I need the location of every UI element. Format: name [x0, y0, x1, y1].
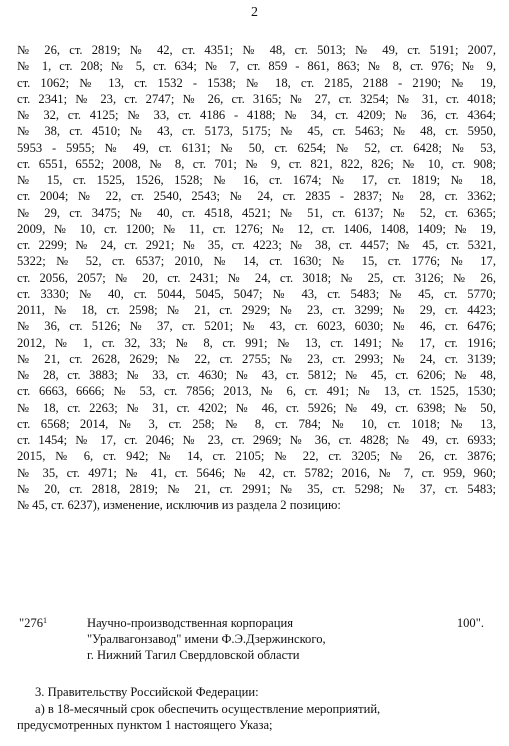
entry-value: 100". — [456, 616, 484, 630]
page-number: 2 — [251, 5, 258, 20]
body-line: ст. 1454; № 17, ст. 2046; № 23, ст. 2969; № 36, ст. 4828; № 49, ст. 6933; — [17, 433, 496, 447]
body-line: ст. 2341; № 23, ст. 2747; № 26, ст. 3165; № 27, ст. 3254; № 31, ст. 4018; — [17, 91, 496, 106]
body-line: ст. 6551, 6552; 2008, № 8, ст. 701; № 9, ст. 821, 822, 826; № 10, ст. 908; — [17, 156, 496, 171]
body-line: ст. 2056, 2057; № 20, ст. 2431; № 24, ст. 3018; № 25, ст. 3126; № 26, — [17, 270, 496, 285]
entry-name-line: г. Нижний Тагил Свердловской области — [87, 648, 300, 662]
entry-number-superscript: 1 — [43, 616, 48, 625]
body-line: 2015, № 6, ст. 942; № 14, ст. 2105; № 22, ст. 3205; № 26, ст. 3876; — [17, 449, 496, 464]
body-line: ст. 2004; № 22, ст. 2540, 2543; № 24, ст. 2835 - 2837; № 28, ст. 3362; — [17, 189, 496, 204]
document-body-text — [17, 42, 496, 513]
section-3-heading: 3. Правительству Российской Федерации: — [35, 685, 259, 699]
body-line: № 18, ст. 2263; № 31, ст. 4202; № 46, ст. 5926; № 49, ст. 6398; № 50, — [17, 400, 496, 415]
body-line: 5322; № 52, ст. 6537; 2010, № 14, ст. 1630; № 15, ст. 1776; № 17, — [17, 254, 496, 269]
body-line: 2012, № 1, ст. 32, 33; № 8, ст. 991; № 13, ст. 1491; № 17, ст. 1916; — [17, 335, 496, 350]
body-line: № 38, ст. 4510; № 43, ст. 5173, 5175; № 45, ст. 5463; № 48, ст. 5950, — [17, 124, 496, 139]
body-line: ст. 6663, 6666; № 53, ст. 7856; 2013, № 6, ст. 491; № 13, ст. 1525, 1530; — [17, 384, 496, 399]
entry-number-text: "276 — [19, 616, 44, 630]
entry-number — [19, 615, 47, 631]
body-line: ст. 3330; № 40, ст. 5044, 5045, 5047; № 43, ст. 5483; № 45, ст. 5770; — [17, 286, 496, 301]
body-line: № 35, ст. 4971; № 41, ст. 5646; № 42, ст. 5782; 2016, № 7, ст. 959, 960; — [17, 465, 496, 480]
body-line: 5953 - 5955; № 49, ст. 6131; № 50, ст. 6254; № 52, ст. 6428; № 53, — [17, 140, 496, 155]
body-line: № 20, ст. 2818, 2819; № 21, ст. 2991; № 35, ст. 5298; № 37, ст. 5483; — [17, 481, 496, 496]
body-line: № 1, ст. 208; № 5, ст. 634; № 7, ст. 859 - 861, 863; № 8, ст. 976; № 9, — [17, 59, 496, 74]
body-line: 2011, № 18, ст. 2598; № 21, ст. 2929; № 23, ст. 3299; № 29, ст. 4423; — [17, 303, 496, 317]
body-line: № 29, ст. 3475; № 40, ст. 4518, 4521; № 51, ст. 6137; № 52, ст. 6365; — [17, 205, 496, 220]
body-line: 2009, № 10, ст. 1200; № 11, ст. 1276; № 12, ст. 1406, 1408, 1409; № 19, — [17, 221, 496, 236]
body-line: № 26, ст. 2819; № 42, ст. 4351; № 48, ст. 5013; № 49, ст. 5191; 2007, — [17, 43, 496, 57]
body-line: № 15, ст. 1525, 1526, 1528; № 16, ст. 1674; № 17, ст. 1819; № 18, — [17, 173, 496, 187]
body-line: ст. 6568; 2014, № 3, ст. 258; № 8, ст. 784; № 10, ст. 1018; № 13, — [17, 416, 496, 431]
body-line: № 28, ст. 3883; № 33, ст. 4630; № 43, ст. 5812; № 45, ст. 6206; № 48, — [17, 368, 496, 382]
entry-name — [87, 615, 326, 663]
entry-name-line: Научно-производственная корпорация — [87, 616, 293, 630]
body-line: ст. 2299; № 24, ст. 2921; № 35, ст. 4223; № 38, ст. 4457; № 45, ст. 5321, — [17, 238, 496, 252]
body-line: № 32, ст. 4125; № 33, ст. 4186 - 4188; № 34, ст. 4209; № 36, ст. 4364; — [17, 108, 496, 122]
body-line: ст. 1062; № 13, ст. 1532 - 1538; № 18, ст. 2185, 2188 - 2190; № 19, — [17, 75, 496, 90]
body-line: № 36, ст. 5126; № 37, ст. 5201; № 43, ст. 6023, 6030; № 46, ст. 6476; — [17, 319, 496, 334]
section-3 — [17, 684, 496, 734]
body-line: № 21, ст. 2628, 2629; № 22, ст. 2755; № 23, ст. 2993; № 24, ст. 3139; — [17, 351, 496, 366]
item-a-line-1: а) в 18-месячный срок обеспечить осуществление мероприятий, — [35, 701, 381, 716]
entry-name-line: "Уралвагонзавод" имени Ф.Э.Дзержинского, — [87, 632, 326, 646]
body-line-last: № 45, ст. 6237), изменение, исключив из раздела 2 позицию: — [17, 498, 341, 512]
item-a-line-2: предусмотренных пунктом 1 настоящего Указа; — [17, 718, 273, 732]
